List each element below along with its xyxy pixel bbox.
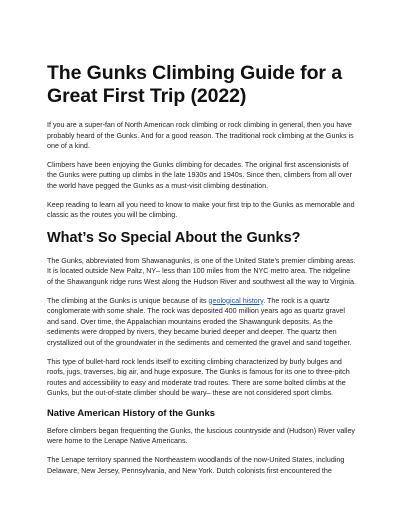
section1-paragraph-2 (47, 296, 357, 349)
section2-paragraph-1: Before climbers began frequenting the Gunks, the luscious countryside and (Hudson) River valley were home to the Lenape Native Americans. (47, 426, 356, 446)
section1-paragraph-2-start: The climbing at the Gunks is unique because of its (47, 296, 209, 305)
intro-paragraph-1: If you are a super-fan of North American rock climbing or rock climbing in general, then you have probably heard of the Gunks. And for a good reason. The traditional rock climbing at the Gunks is one of a kind. (47, 121, 354, 151)
section1-paragraph-2-end: . The rock is a quartz conglomerate with some shale. The rock was deposited 400 million years ago as quartz gravel and sand. Over time, the Appalachian mountains eroded the Shawangunk deposits. As the sediments were dropped by rivers, they became buried deeper and deeper. The quartz then crystallized out of the groundwater in the sediments and cemented the gravel and sand together. (47, 296, 352, 347)
intro-paragraph-3: Keep reading to learn all you need to know to make your first trip to the Gunks as memorable and classic as the routes you will be climbing. (47, 200, 355, 220)
geological-history-link[interactable]: geological history (208, 296, 264, 305)
section-heading-native-history: Native American History of the Gunks (47, 406, 215, 418)
page-title: The Gunks Climbing Guide for a Great First Trip (2022) (47, 62, 342, 107)
intro-paragraph-2: Climbers have been enjoying the Gunks climbing for decades. The original first ascensionists of the Gunks were putting up climbs in the late 1930s and 1940s. Since then, climbers from all over the world have pegged the Gunks as a must-visit climbing destination. (47, 160, 352, 190)
section-heading-special: What’s So Special About the Gunks? (47, 229, 301, 246)
section2-paragraph-2: The Lenape territory spanned the Northeastern woodlands of the now-United States, including Delaware, New Jersey, Pennsylvania, and New York. Dutch colonists first encountered the (47, 456, 345, 475)
section1-paragraph-1: The Gunks, abbreviated from Shawanagunks, is one of the United State's premier climbing areas. It is located outside New Paltz, NY– less than 100 miles from the NYC metro area. The ridgeline of the Shawangunk ridge runs West along the Hudson River and southwest all the way to Virginia. (47, 256, 356, 286)
section1-paragraph-3: This type of bullet-hard rock lends itself to exciting climbing characterized by burly bulges and roofs, jugs, traverses, big air, and huge exposure. The Gunks is famous for its one to three-pitch routes and accessibility to easy and moderate trad routes. There are some bolted climbs at the Gunks, but the out-of-state climber should be wary– these are not considered sport climbs. (47, 357, 350, 398)
